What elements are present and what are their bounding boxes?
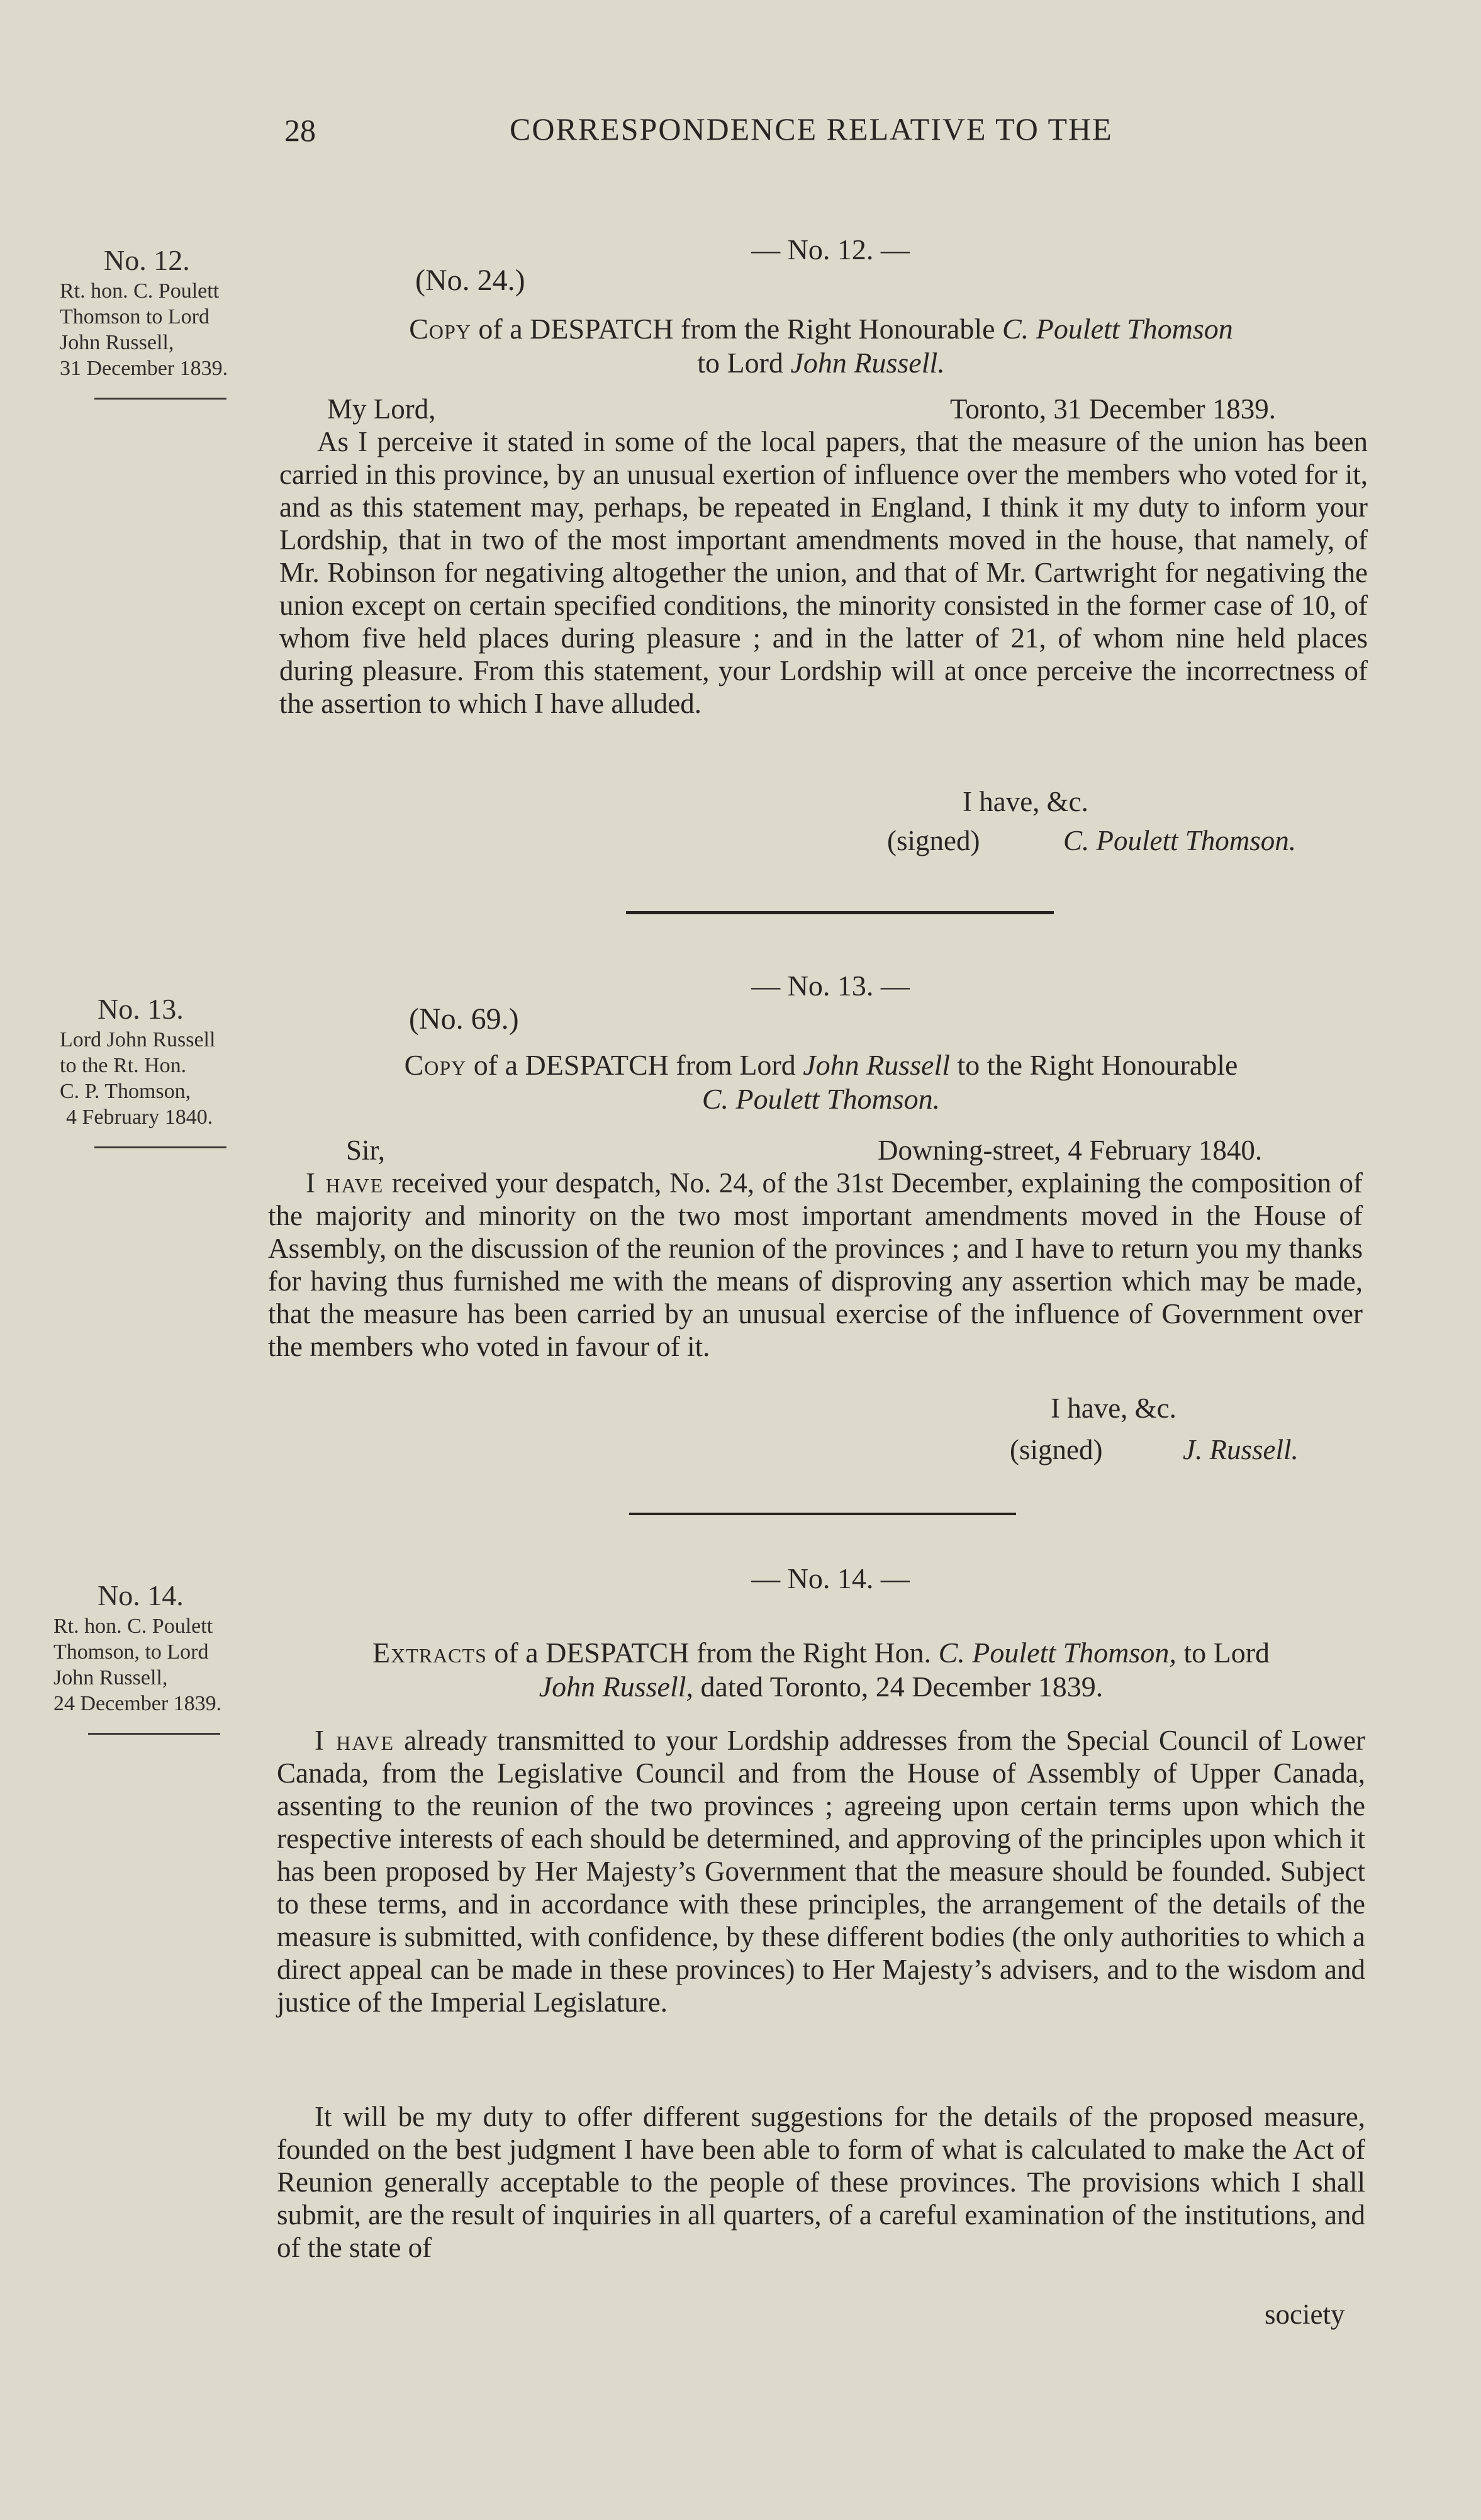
- extract-paragraph-1: [277, 1724, 1365, 2019]
- despatch-heading: [280, 312, 1362, 380]
- heading-text: of a DESPATCH from Lord: [466, 1049, 803, 1081]
- signature-text: C. Poulett Thomson.: [1063, 825, 1297, 856]
- margin-line: Rt. hon. C. Poulett: [53, 1615, 213, 1638]
- place-date: Toronto, 31 December 1839.: [950, 393, 1276, 425]
- margin-note-no-12: [60, 244, 261, 400]
- place-date: Downing-street, 4 February 1840.: [878, 1134, 1263, 1166]
- despatch-number: (No. 69.): [409, 1002, 519, 1036]
- heading-prefix: Copy: [409, 313, 471, 345]
- salutation: Sir,: [346, 1134, 385, 1166]
- section-number: — No. 14. —: [751, 1562, 910, 1594]
- heading-text: dated Toronto, 24 December 1839.: [693, 1671, 1104, 1703]
- catchword: society: [1265, 2299, 1345, 2330]
- despatch-heading: [280, 1048, 1362, 1116]
- margin-line: John Russell,: [53, 1666, 168, 1689]
- margin-line: Rt. hon. C. Poulett: [60, 279, 220, 303]
- heading-italic: John Russell.: [790, 347, 945, 379]
- heading-text: to Lord: [697, 347, 791, 379]
- heading-text: to Lord: [1176, 1637, 1270, 1669]
- despatch-heading: [280, 1636, 1362, 1704]
- margin-line: 4 February 1840.: [66, 1106, 213, 1129]
- section-number: — No. 12. —: [751, 233, 910, 266]
- margin-note-no-14: [53, 1579, 255, 1735]
- closing: I have, &c.: [963, 786, 1088, 817]
- signature-text: J. Russell.: [1183, 1434, 1299, 1465]
- signed-label: (signed): [887, 825, 980, 856]
- heading-italic: C. Poulett Thomson.: [701, 1083, 941, 1115]
- heading-italic: C. Poulett Thomson,: [938, 1637, 1176, 1669]
- heading-italic: John Russell,: [539, 1671, 694, 1703]
- para-lead: I have: [315, 1725, 395, 1756]
- section-divider: [626, 911, 1054, 914]
- section-divider: [629, 1513, 1016, 1515]
- margin-number: No. 13.: [98, 993, 184, 1025]
- margin-line: C. P. Thomson,: [60, 1080, 191, 1103]
- heading-prefix: Extracts: [372, 1637, 487, 1669]
- page-number: 28: [284, 113, 316, 148]
- body-lead: I have: [306, 1167, 384, 1199]
- letter-body: As I perceive it stated in some of the local papers, that the measure of the union has been carried in this province, by an unusual exertion of influence over the members who voted for it, and as this statement may, perhaps, be repeated in England, I think it my duty to inform your Lordship, that in two of the most important amendments moved in the house, that namely, of Mr. Robinson for negativing altogether the union, and that of Mr. Cartwright for negativing the union except on certain specified conditions, the minority consisted in the former case of 10, of whom five held places during pleasure ; and in the latter of 21, of whom nine held places during pleasure. From this statement, your Lordship will at once perceive the incorrectness of the assertion to which I have alluded.: [279, 426, 1368, 719]
- margin-rule: [88, 1733, 220, 1735]
- heading-text: to the Right Honourable: [950, 1049, 1238, 1081]
- signed-label: (signed): [1010, 1434, 1103, 1465]
- letter-body: [268, 1167, 1363, 1363]
- margin-rule: [94, 398, 226, 400]
- margin-line: Thomson to Lord: [60, 305, 210, 328]
- margin-rule: [94, 1146, 226, 1148]
- signature: [1183, 1433, 1299, 1466]
- heading-italic: John Russell: [803, 1049, 951, 1081]
- body-text: received your despatch, No. 24, of the 31st December, explaining the composition of the majority and minority on the two most important amendments moved in the House of Assembly, on the discussion of the reunion of the provinces ; and I have to return you my thanks for having thus furnished me with the means of disproving any assertion which may be made, that the measure has been carried by an unusual exercise of the influence of Government over the members who voted in favour of it.: [268, 1167, 1363, 1362]
- margin-line: Lord John Russell: [60, 1028, 216, 1051]
- running-head: CORRESPONDENCE RELATIVE TO THE: [510, 111, 1113, 147]
- para-text: already transmitted to your Lordship addresses from the Special Council of Lower Canada, from the Legislative Council and from the House of Assembly of Upper Canada, assenting to the reunion of the two provinces ; agreeing upon certain terms upon which the respective interests of each should be determined, and approving of the principles upon which it has been proposed by Her Majesty’s Government that the measure should be founded. Subject to these terms, and in accordance with these principles, the arrangement of the details of the measure is submitted, with confidence, by these different bodies (the only authorities to which a direct appeal can be made in these provinces) to Her Majesty’s advisers, and to the wisdom and justice of the Imperial Legislature.: [277, 1725, 1365, 2018]
- margin-line: to the Rt. Hon.: [60, 1054, 187, 1077]
- heading-prefix: Copy: [404, 1049, 467, 1081]
- margin-number: No. 12.: [104, 244, 190, 276]
- margin-note-no-13: [60, 993, 261, 1148]
- margin-line: John Russell,: [60, 331, 174, 354]
- section-number: — No. 13. —: [751, 970, 910, 1002]
- extract-paragraph-2: It will be my duty to offer different suggestions for the details of the proposed measure, founded on the best judgment I have been able to form of what is calculated to make the Act of Reunion generally acceptable to the people of these provinces. The provisions which I shall submit, are the result of inquiries in all quarters, of a careful examination of the institutions, and of the state of: [277, 2101, 1365, 2263]
- margin-line: Thomson, to Lord: [53, 1640, 209, 1664]
- heading-italic: C. Poulett Thomson: [1002, 313, 1233, 345]
- salutation: My Lord,: [327, 393, 436, 425]
- margin-number: No. 14.: [98, 1579, 184, 1611]
- heading-text: of a DESPATCH from the Right Hon.: [486, 1637, 939, 1669]
- margin-line: 31 December 1839.: [60, 357, 228, 380]
- closing: I have, &c.: [1051, 1392, 1176, 1424]
- despatch-number: (No. 24.): [415, 264, 525, 297]
- margin-line: 24 December 1839.: [53, 1692, 222, 1715]
- heading-text: of a DESPATCH from the Right Honourable: [471, 313, 1003, 345]
- signature: [1063, 824, 1296, 857]
